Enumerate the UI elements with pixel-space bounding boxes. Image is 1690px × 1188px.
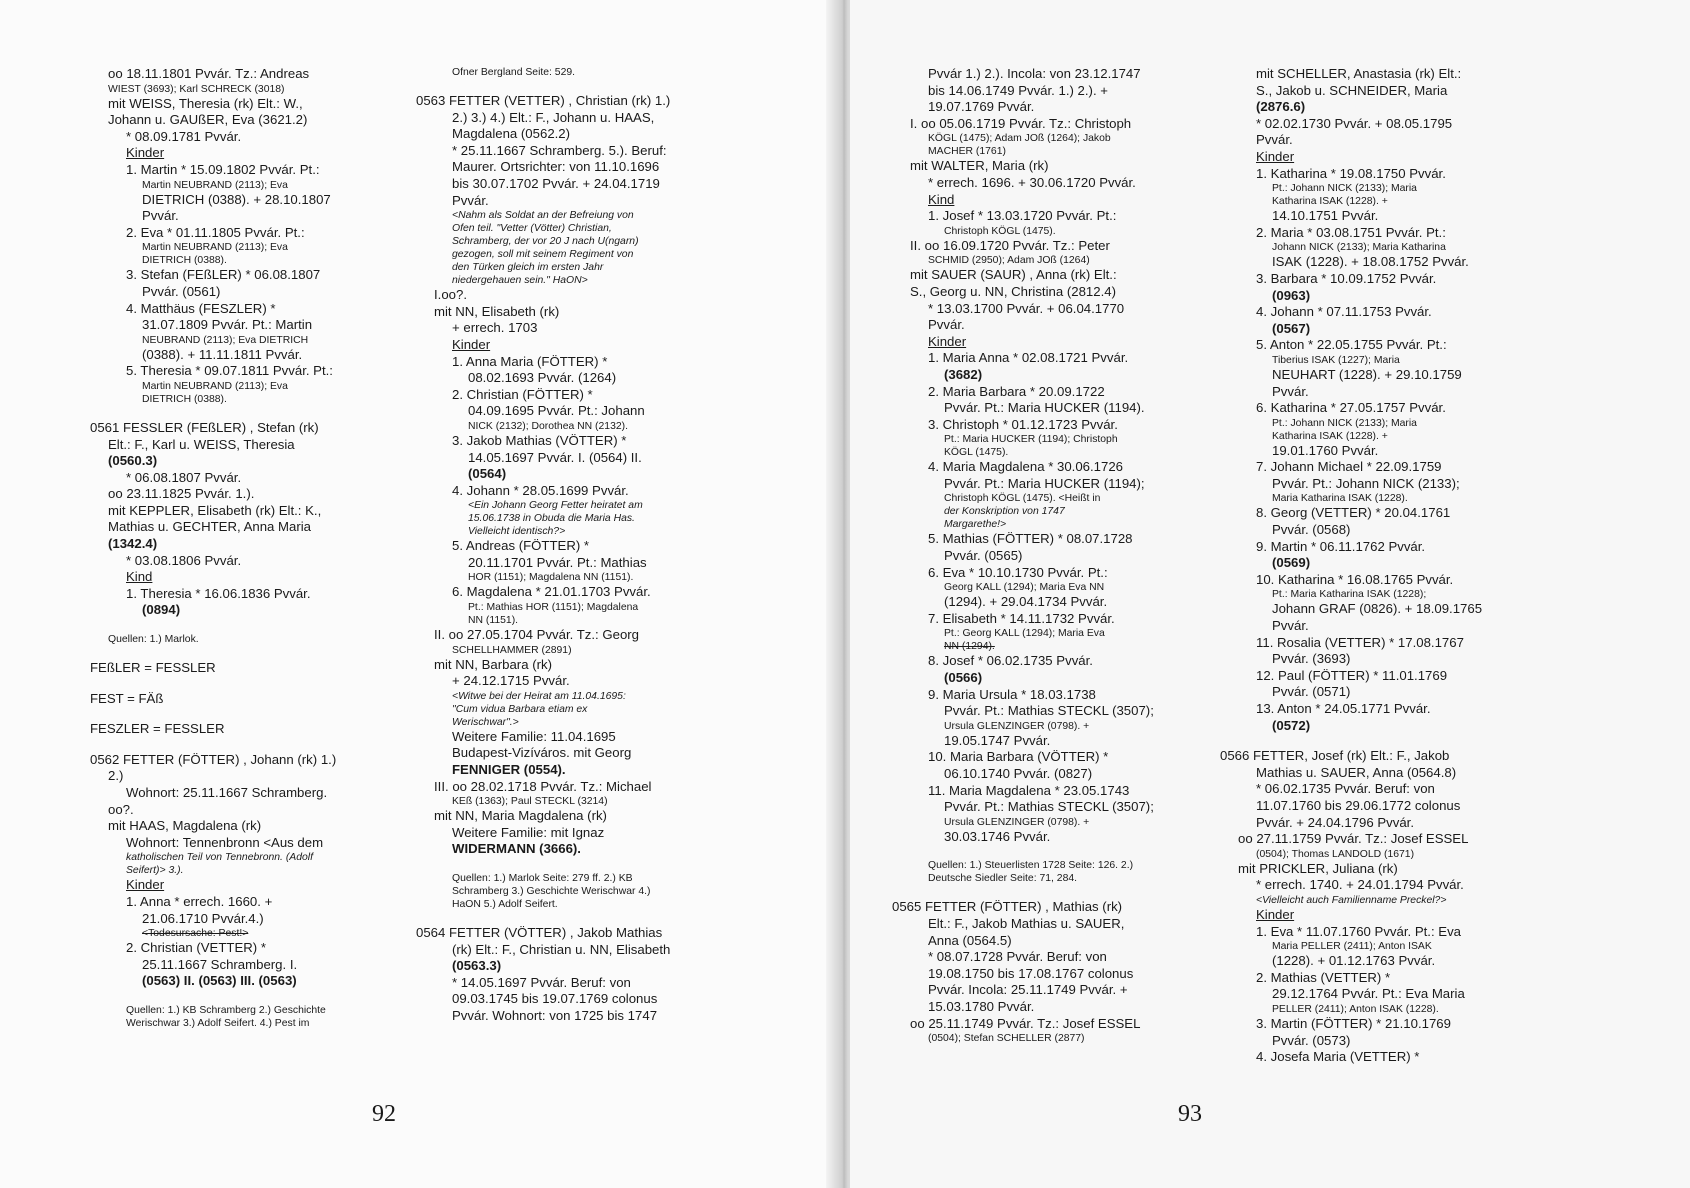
text-line: (0504); Stefan SCHELLER (2877) bbox=[928, 1033, 1085, 1045]
text-line: Tiberius ISAK (1227); Maria bbox=[1272, 354, 1400, 366]
text-line: * 14.05.1697 Pvvár. Beruf: von bbox=[452, 974, 631, 990]
text-line: Kind bbox=[928, 191, 955, 207]
text-line: Ursula GLENZINGER (0798). + bbox=[944, 720, 1090, 732]
spacer bbox=[892, 885, 1212, 899]
text-line: 10. Katharina * 16.08.1765 Pvvár. bbox=[1256, 571, 1454, 587]
text-line: 31.07.1809 Pvvár. Pt.: Martin bbox=[142, 317, 313, 333]
text-line: mit HAAS, Magdalena (rk) bbox=[108, 818, 262, 834]
text-line: * 02.02.1730 Pvvár. + 08.05.1795 bbox=[1256, 115, 1453, 131]
text-line: (1228). + 01.12.1763 Pvvár. bbox=[1272, 953, 1436, 969]
spacer bbox=[90, 406, 408, 420]
text-line: (0560.3) bbox=[108, 453, 158, 469]
text-line: FENNIGER (0554). bbox=[452, 762, 566, 778]
text-line: (0569) bbox=[1272, 555, 1311, 571]
text-line: 11.07.1760 bis 29.06.1772 colonus bbox=[1256, 797, 1461, 813]
text-line: Ursula GLENZINGER (0798). + bbox=[944, 816, 1090, 828]
text-line: mit NN, Barbara (rk) bbox=[434, 656, 552, 672]
text-line: den Türken gleich im ersten Jahr bbox=[452, 262, 604, 274]
spacer bbox=[416, 79, 734, 93]
text-line: (2876.6) bbox=[1256, 99, 1306, 115]
text-line: Vielleicht identisch?> bbox=[468, 526, 566, 538]
text-line: 0561 FESSLER (FEßLER) , Stefan (rk) bbox=[90, 419, 319, 435]
spacer bbox=[90, 707, 408, 721]
text-line: Pt.: Maria HUCKER (1194); Christoph bbox=[944, 434, 1118, 446]
text-line: 3. Barbara * 10.09.1752 Pvvár. bbox=[1256, 270, 1437, 286]
text-line: (1342.4) bbox=[108, 536, 158, 552]
text-line: Pvvár. Pt.: Mathias STECKL (3507); bbox=[944, 703, 1154, 719]
text-line: 2. Maria * 03.08.1751 Pvvár. Pt.: bbox=[1256, 224, 1446, 240]
text-line: Wohnort: 25.11.1667 Schramberg. bbox=[126, 785, 328, 800]
text-line: (3682) bbox=[944, 366, 983, 382]
text-line: Werischwar".> bbox=[452, 716, 519, 728]
text-line: Pvvár. (0571) bbox=[1272, 684, 1351, 700]
text-line: 5. Theresia * 09.07.1811 Pvvár. Pt.: bbox=[126, 363, 333, 379]
text-line: Pvvár. bbox=[1272, 618, 1309, 634]
text-line: gezogen, soll mit seinem Regiment von bbox=[452, 249, 634, 261]
text-line: Weitere Familie: mit Ignaz bbox=[452, 824, 605, 840]
text-line: Pvvár. (0568) bbox=[1272, 522, 1351, 538]
text-line: ISAK (1228). + 18.08.1752 Pvvár. bbox=[1272, 254, 1469, 270]
text-line: NN (1151). bbox=[468, 615, 519, 627]
text-line: Kinder bbox=[126, 877, 165, 893]
text-line: SCHELLHAMMER (2891) bbox=[452, 644, 572, 656]
text-line: * 06.02.1735 Pvvár. Beruf: von bbox=[1256, 781, 1435, 797]
text-line: 04.09.1695 Pvvár. Pt.: Johann bbox=[468, 403, 645, 419]
text-line: S., Georg u. NN, Christina (2812.4) bbox=[910, 283, 1116, 299]
text-line: Pvvár. Wohnort: von 1725 bis 1747 bbox=[452, 1007, 658, 1023]
text-line: 1. Eva * 11.07.1760 Pvvár. Pt.: Eva bbox=[1256, 923, 1462, 939]
text-line: HOR (1151); Magdalena NN (1151). bbox=[468, 572, 634, 584]
text-line: Margarethe!> bbox=[944, 519, 1007, 531]
text-line: 0565 FETTER (FÖTTER) , Mathias (rk) bbox=[892, 899, 1123, 915]
text-line: Pvvár. (0573) bbox=[1272, 1032, 1351, 1048]
text-line: (0564) bbox=[468, 466, 507, 482]
text-line: 3. Martin (FÖTTER) * 21.10.1769 bbox=[1256, 1015, 1451, 1031]
text-line: (0563.3) bbox=[452, 958, 502, 974]
text-line: (0894) bbox=[142, 602, 181, 618]
text-line: Quellen: 1.) KB Schramberg 2.) Geschichte bbox=[126, 1004, 326, 1016]
text-line: Kind bbox=[126, 569, 153, 585]
text-line: Quellen: 1.) Marlok. bbox=[108, 634, 199, 646]
text-line: katholischen Teil von Tennebronn. (Adolf bbox=[126, 852, 313, 864]
text-line: Schramberg, der vor 20 J nach U(ngarn) bbox=[452, 236, 639, 248]
text-line: Katharina ISAK (1228). + bbox=[1272, 430, 1388, 442]
text-line: Elt.: F., Jakob Mathias u. SAUER, bbox=[928, 915, 1125, 931]
text-line: mit PRICKLER, Juliana (rk) bbox=[1238, 860, 1398, 876]
text-line: Maria Katharina ISAK (1228). bbox=[1272, 493, 1408, 505]
text-line: <Nahm als Soldat an der Befreiung von bbox=[452, 210, 634, 222]
right-page-column-1 bbox=[892, 66, 1212, 1045]
text-line: 3. Jakob Mathias (VÖTTER) * bbox=[452, 432, 627, 448]
text-line: 09.03.1745 bis 19.07.1769 colonus bbox=[452, 991, 658, 1007]
text-line: * 25.11.1667 Schramberg. 5.). Beruf: bbox=[452, 142, 667, 158]
text-line: Pvvár. Incola: 25.11.1749 Pvvár. + bbox=[928, 982, 1128, 998]
text-line: Mathias u. GECHTER, Anna Maria bbox=[108, 519, 312, 535]
spacer bbox=[90, 990, 408, 1004]
text-line: <Witwe bei der Heirat am 11.04.1695: bbox=[452, 690, 626, 702]
text-line: 8. Georg (VETTER) * 20.04.1761 bbox=[1256, 505, 1451, 521]
text-line: 6. Eva * 10.10.1730 Pvvár. Pt.: bbox=[928, 564, 1108, 580]
text-line: 4. Maria Magdalena * 30.06.1726 bbox=[928, 459, 1124, 475]
text-line: FESZLER = FESSLER bbox=[90, 721, 225, 737]
text-line: 0563 FETTER (VETTER) , Christian (rk) 1.) bbox=[416, 93, 671, 108]
text-line: Martin NEUBRAND (2113); Eva bbox=[142, 380, 288, 392]
text-line: * 08.09.1781 Pvvár. bbox=[126, 128, 242, 144]
text-line: 12. Paul (FÖTTER) * 11.01.1769 bbox=[1256, 667, 1448, 683]
text-line: Kinder bbox=[1256, 148, 1295, 164]
text-line: 19.01.1760 Pvvár. bbox=[1272, 442, 1379, 458]
text-line: 3. Stefan (FEßLER) * 06.08.1807 bbox=[126, 267, 321, 283]
text-line: mit WALTER, Maria (rk) bbox=[910, 158, 1049, 174]
spacer bbox=[1220, 734, 1520, 748]
text-line: Christoph KÖGL (1475). <Heißt in bbox=[944, 493, 1101, 505]
spacer bbox=[90, 619, 408, 633]
text-line: 14.05.1697 Pvvár. I. (0564) II. bbox=[468, 449, 642, 465]
text-line: 4. Johann * 07.11.1753 Pvvár. bbox=[1256, 304, 1432, 320]
text-line: * 13.03.1700 Pvvár. + 06.04.1770 bbox=[928, 300, 1125, 316]
text-line: 0566 FETTER, Josef (rk) Elt.: F., Jakob bbox=[1220, 748, 1450, 764]
text-line: III. oo 28.02.1718 Pvvár. Tz.: Michael bbox=[434, 778, 652, 794]
text-line: 30.03.1746 Pvvár. bbox=[944, 828, 1051, 844]
left-page-column-1 bbox=[90, 66, 408, 1030]
text-line: Kinder bbox=[126, 145, 165, 161]
text-line: oo 18.11.1801 Pvvár. Tz.: Andreas bbox=[108, 66, 310, 81]
right-page bbox=[850, 0, 1690, 1188]
text-line: (1294). + 29.04.1734 Pvvár. bbox=[944, 594, 1108, 610]
text-line: mit SAUER (SAUR) , Anna (rk) Elt.: bbox=[910, 267, 1117, 283]
text-line: Pvvár. + 24.04.1796 Pvvár. bbox=[1256, 814, 1414, 830]
text-line: WIEST (3693); Karl SCHRECK (3018) bbox=[108, 83, 285, 95]
text-line: Pvvár. Pt.: Maria HUCKER (1194). bbox=[944, 400, 1145, 416]
text-line: WIDERMANN (3666). bbox=[452, 841, 581, 857]
text-line: Johann NICK (2133); Maria Katharina bbox=[1272, 242, 1446, 254]
text-line: mit KEPPLER, Elisabeth (rk) Elt.: K., bbox=[108, 502, 322, 518]
text-line: 9. Martin * 06.11.1762 Pvvár. bbox=[1256, 538, 1426, 554]
text-line: I. oo 05.06.1719 Pvvár. Tz.: Christoph bbox=[910, 115, 1132, 131]
text-line: DIETRICH (0388). bbox=[142, 255, 227, 267]
text-line: Pt.: Georg KALL (1294); Maria Eva bbox=[944, 628, 1105, 640]
text-line: Werischwar 3.) Adolf Seifert. 4.) Pest im bbox=[126, 1017, 310, 1029]
text-line: bis 14.06.1749 Pvvár. 1.) 2.). + bbox=[928, 82, 1108, 98]
text-line: 2.) 3.) 4.) Elt.: F., Johann u. HAAS, bbox=[452, 109, 655, 125]
text-line: 15.03.1780 Pvvár. bbox=[928, 998, 1035, 1014]
text-line: Pvvár 1.) 2.). Incola: von 23.12.1747 bbox=[928, 66, 1141, 81]
text-line: Pvvár. Pt.: Maria HUCKER (1194); bbox=[944, 475, 1145, 491]
text-line: Quellen: 1.) Marlok Seite: 279 ff. 2.) KB bbox=[452, 873, 633, 884]
text-line: 19.07.1769 Pvvár. bbox=[928, 99, 1035, 115]
text-line: 13. Anton * 24.05.1771 Pvvár. bbox=[1256, 701, 1431, 716]
text-line: Weitere Familie: 11.04.1695 bbox=[452, 728, 616, 744]
text-line: 1. Anna * errech. 1660. + bbox=[126, 893, 273, 909]
text-line: 4. Johann * 28.05.1699 Pvvár. bbox=[452, 482, 629, 498]
text-line: NEUBRAND (2113); Eva DIETRICH bbox=[142, 334, 309, 346]
text-line: DIETRICH (0388). bbox=[142, 393, 227, 405]
text-line: KEß (1363); Paul STECKL (3214) bbox=[452, 796, 608, 808]
text-line: 3. Christoph * 01.12.1723 Pvvár. bbox=[928, 416, 1118, 432]
text-line: (0388). + 11.11.1811 Pvvár. bbox=[142, 346, 303, 362]
text-line: 8. Josef * 06.02.1735 Pvvár. bbox=[928, 653, 1093, 669]
text-line: Pvvár. Pt.: Johann NICK (2133); bbox=[1272, 475, 1460, 491]
text-line: mit NN, Elisabeth (rk) bbox=[434, 303, 560, 319]
text-line: Pvvár. Pt.: Mathias STECKL (3507); bbox=[944, 799, 1154, 815]
text-line: Pvvár. (3693) bbox=[1272, 651, 1351, 667]
spacer bbox=[416, 858, 734, 872]
text-line: * 08.07.1728 Pvvár. Beruf: von bbox=[928, 949, 1107, 965]
text-line: 4. Matthäus (FESZLER) * bbox=[126, 300, 276, 316]
spacer bbox=[90, 738, 408, 752]
text-line: 7. Elisabeth * 14.11.1732 Pvvár. bbox=[928, 610, 1115, 626]
text-line: 2.) bbox=[108, 768, 124, 784]
text-line: 1. Anna Maria (FÖTTER) * bbox=[452, 353, 608, 369]
text-line: FEßLER = FESSLER bbox=[90, 660, 216, 676]
text-line: 0564 FETTER (VÖTTER) , Jakob Mathias bbox=[416, 925, 663, 940]
text-line: FEST = FÄß bbox=[90, 690, 164, 706]
page-number-right: 93 bbox=[1178, 1101, 1202, 1127]
text-line: KÖGL (1475). bbox=[944, 447, 1009, 459]
text-line: 11. Maria Magdalena * 23.05.1743 bbox=[928, 782, 1130, 798]
text-line: 7. Johann Michael * 22.09.1759 bbox=[1256, 459, 1442, 475]
text-line: (0963) bbox=[1272, 287, 1311, 303]
text-line: 9. Maria Ursula * 18.03.1738 bbox=[928, 686, 1096, 702]
text-line: + errech. 1703 bbox=[452, 320, 538, 336]
text-line: oo 23.11.1825 Pvvár. 1.). bbox=[108, 486, 255, 502]
text-line: 1. Theresia * 16.06.1836 Pvvár. bbox=[126, 585, 311, 601]
text-line: Wohnort: Tennenbronn <Aus dem bbox=[126, 834, 324, 850]
text-line: (0566) bbox=[944, 670, 983, 686]
text-line: Kinder bbox=[928, 333, 967, 349]
text-line: 29.12.1764 Pvvár. Pt.: Eva Maria bbox=[1272, 986, 1465, 1002]
left-page-column-2 bbox=[416, 66, 734, 1025]
text-line: Schramberg 3.) Geschichte Werischwar 4.) bbox=[452, 886, 651, 897]
left-page bbox=[0, 0, 838, 1188]
text-line: mit SCHELLER, Anastasia (rk) Elt.: bbox=[1256, 66, 1462, 81]
text-line: mit WEISS, Theresia (rk) Elt.: W., bbox=[108, 95, 303, 111]
text-line: 14.10.1751 Pvvár. bbox=[1272, 208, 1379, 224]
text-line: Pvvár. bbox=[928, 317, 965, 333]
text-line: Christoph KÖGL (1475). bbox=[944, 225, 1056, 237]
text-line: 25.11.1667 Schramberg. I. bbox=[142, 956, 298, 972]
text-line: 2. Christian (FÖTTER) * bbox=[452, 386, 593, 402]
text-line: 15.06.1738 in Obuda die Maria Has. bbox=[468, 513, 635, 525]
text-line: 2. Mathias (VETTER) * bbox=[1256, 969, 1391, 985]
text-line: 08.02.1693 Pvvár. (1264) bbox=[468, 370, 617, 386]
right-page-column-2 bbox=[1220, 66, 1520, 1066]
text-line: Ofner Bergland Seite: 529. bbox=[452, 67, 576, 78]
text-line: 21.06.1710 Pvvár.4.) bbox=[142, 910, 264, 926]
text-line: Elt.: F., Karl u. WEISS, Theresia bbox=[108, 436, 295, 452]
text-line: Katharina ISAK (1228). + bbox=[1272, 196, 1388, 208]
text-line: 4. Josefa Maria (VETTER) * bbox=[1256, 1049, 1420, 1065]
text-line: Pt.: Johann NICK (2133); Maria bbox=[1272, 417, 1417, 429]
text-line: Pt.: Mathias HOR (1151); Magdalena bbox=[468, 602, 639, 614]
text-line: Kinder bbox=[452, 336, 491, 352]
text-line: "Cum vidua Barbara etiam ex bbox=[452, 703, 588, 715]
text-line: bis 30.07.1702 Pvvár. + 24.04.1719 bbox=[452, 175, 660, 191]
text-line: * 03.08.1806 Pvvár. bbox=[126, 552, 242, 568]
text-line: 5. Mathias (FÖTTER) * 08.07.1728 bbox=[928, 531, 1133, 547]
text-line: Seifert)> 3.). bbox=[126, 865, 184, 877]
text-line: Johann u. GAUßER, Eva (3621.2) bbox=[108, 112, 308, 128]
text-line: 5. Andreas (FÖTTER) * bbox=[452, 538, 590, 554]
text-line: 20.11.1701 Pvvár. Pt.: Mathias bbox=[468, 554, 647, 570]
text-line: 10. Maria Barbara (VÖTTER) * bbox=[928, 749, 1109, 765]
text-line: DIETRICH (0388). + 28.10.1807 bbox=[142, 191, 331, 207]
text-line: 2. Eva * 01.11.1805 Pvvár. Pt.: bbox=[126, 224, 305, 240]
text-line: 2. Maria Barbara * 20.09.1722 bbox=[928, 383, 1105, 399]
text-line: Ofen teil. "Vetter (Vötter) Christian, bbox=[452, 223, 612, 235]
text-line: 6. Katharina * 27.05.1757 Pvvár. bbox=[1256, 400, 1446, 416]
text-line: (rk) Elt.: F., Christian u. NN, Elisabeth bbox=[452, 941, 671, 957]
text-line: 11. Rosalia (VETTER) * 17.08.1767 bbox=[1256, 634, 1464, 650]
text-line: 1. Katharina * 19.08.1750 Pvvár. bbox=[1256, 165, 1446, 181]
text-line: Maurer. Ortsrichter: von 11.10.1696 bbox=[452, 159, 660, 175]
text-line: oo 27.11.1759 Pvvár. Tz.: Josef ESSEL bbox=[1238, 831, 1469, 847]
text-line: 5. Anton * 22.05.1755 Pvvár. Pt.: bbox=[1256, 337, 1447, 353]
text-line: mit NN, Maria Magdalena (rk) bbox=[434, 808, 607, 824]
text-line: KÖGL (1475); Adam JOß (1264); Jakob bbox=[928, 133, 1111, 145]
text-line: Mathias u. SAUER, Anna (0564.8) bbox=[1256, 764, 1457, 780]
text-line: 1. Josef * 13.03.1720 Pvvár. Pt.: bbox=[928, 208, 1117, 224]
text-line: 19.05.1747 Pvvár. bbox=[944, 732, 1051, 748]
text-line: * 06.08.1807 Pvvár. bbox=[126, 469, 242, 485]
text-line: PELLER (2411); Anton ISAK (1228). bbox=[1272, 1003, 1439, 1015]
text-line: Magdalena (0562.2) bbox=[452, 126, 571, 142]
text-line: 19.08.1750 bis 17.08.1767 colonus bbox=[928, 965, 1134, 981]
text-line: + 24.12.1715 Pvvár. bbox=[452, 673, 570, 689]
text-line: MACHER (1761) bbox=[928, 146, 1006, 158]
page-number-left: 92 bbox=[372, 1101, 396, 1127]
text-line: 2. Christian (VETTER) * bbox=[126, 940, 266, 956]
spacer bbox=[90, 677, 408, 691]
text-line: (0504); Thomas LANDOLD (1671) bbox=[1256, 848, 1415, 860]
spacer bbox=[892, 845, 1212, 859]
text-line: Budapest-Vizíváros. mit Georg bbox=[452, 745, 632, 761]
text-line: oo?. bbox=[108, 801, 134, 817]
text-line: Maria PELLER (2411); Anton ISAK bbox=[1272, 941, 1432, 953]
text-line: Quellen: 1.) Steuerlisten 1728 Seite: 126. 2.) bbox=[928, 860, 1134, 872]
text-line: NEUHART (1228). + 29.10.1759 bbox=[1272, 366, 1462, 382]
text-line: Anna (0564.5) bbox=[928, 932, 1012, 948]
text-line: * errech. 1740. + 24.01.1794 Pvvár. bbox=[1256, 877, 1464, 893]
text-line: Pvvár. bbox=[1272, 383, 1309, 399]
text-line: Kinder bbox=[1256, 906, 1295, 922]
text-line: <Ein Johann Georg Fetter heiratet am bbox=[468, 500, 643, 512]
text-line: 0562 FETTER (FÖTTER) , Johann (rk) 1.) bbox=[90, 751, 337, 767]
text-line: Pvvár. (0561) bbox=[142, 283, 221, 299]
text-line: (0567) bbox=[1272, 320, 1311, 336]
text-line: HaON 5.) Adolf Seifert. bbox=[452, 899, 558, 910]
text-line: Martin NEUBRAND (2113); Eva bbox=[142, 242, 288, 254]
text-line: niedergehauen sein." HaON> bbox=[452, 275, 588, 287]
text-line: <Vielleicht auch Familienname Preckel?> bbox=[1256, 894, 1447, 906]
text-line: Pt.: Maria Katharina ISAK (1228); bbox=[1272, 589, 1427, 601]
text-line: II. oo 27.05.1704 Pvvár. Tz.: Georg bbox=[434, 627, 640, 643]
text-line: 6. Magdalena * 21.01.1703 Pvvár. bbox=[452, 584, 651, 600]
text-line: Pvvár. bbox=[142, 208, 179, 224]
text-line: 06.10.1740 Pvvár. (0827) bbox=[944, 766, 1093, 781]
text-line: SCHMID (2950); Adam JOß (1264) bbox=[928, 255, 1090, 267]
text-line: Georg KALL (1294); Maria Eva NN bbox=[944, 582, 1105, 594]
text-line: II. oo 16.09.1720 Pvvár. Tz.: Peter bbox=[910, 237, 1110, 253]
text-line: (0572) bbox=[1272, 717, 1311, 733]
text-line: NICK (2132); Dorothea NN (2132). bbox=[468, 420, 628, 432]
spacer bbox=[90, 646, 408, 660]
text-line: Pvvár. bbox=[1256, 132, 1293, 148]
text-line: Pvvár. bbox=[452, 192, 489, 208]
text-line: Deutsche Siedler Seite: 71, 284. bbox=[928, 873, 1078, 885]
text-line: S., Jakob u. SCHNEIDER, Maria bbox=[1256, 82, 1448, 98]
text-line: NN (1294). bbox=[944, 641, 995, 653]
text-line: Martin NEUBRAND (2113); Eva bbox=[142, 179, 288, 191]
text-line: der Konskription von 1747 bbox=[944, 506, 1065, 518]
text-line: Pvvár. (0565) bbox=[944, 548, 1023, 564]
text-line: I.oo?. bbox=[434, 287, 467, 303]
text-line: (0563) II. (0563) III. (0563) bbox=[142, 973, 297, 989]
text-line: 1. Martin * 15.09.1802 Pvvár. Pt.: bbox=[126, 161, 320, 177]
text-line: <Todesursache: Pest!> bbox=[142, 928, 249, 940]
text-line: * errech. 1696. + 30.06.1720 Pvvár. bbox=[928, 174, 1136, 190]
text-line: Pt.: Johann NICK (2133); Maria bbox=[1272, 183, 1417, 195]
text-line: Johann GRAF (0826). + 18.09.1765 bbox=[1272, 601, 1483, 617]
text-line: 1. Maria Anna * 02.08.1721 Pvvár. bbox=[928, 350, 1129, 366]
text-line: oo 25.11.1749 Pvvár. Tz.: Josef ESSEL bbox=[910, 1015, 1141, 1031]
spacer bbox=[416, 911, 734, 925]
